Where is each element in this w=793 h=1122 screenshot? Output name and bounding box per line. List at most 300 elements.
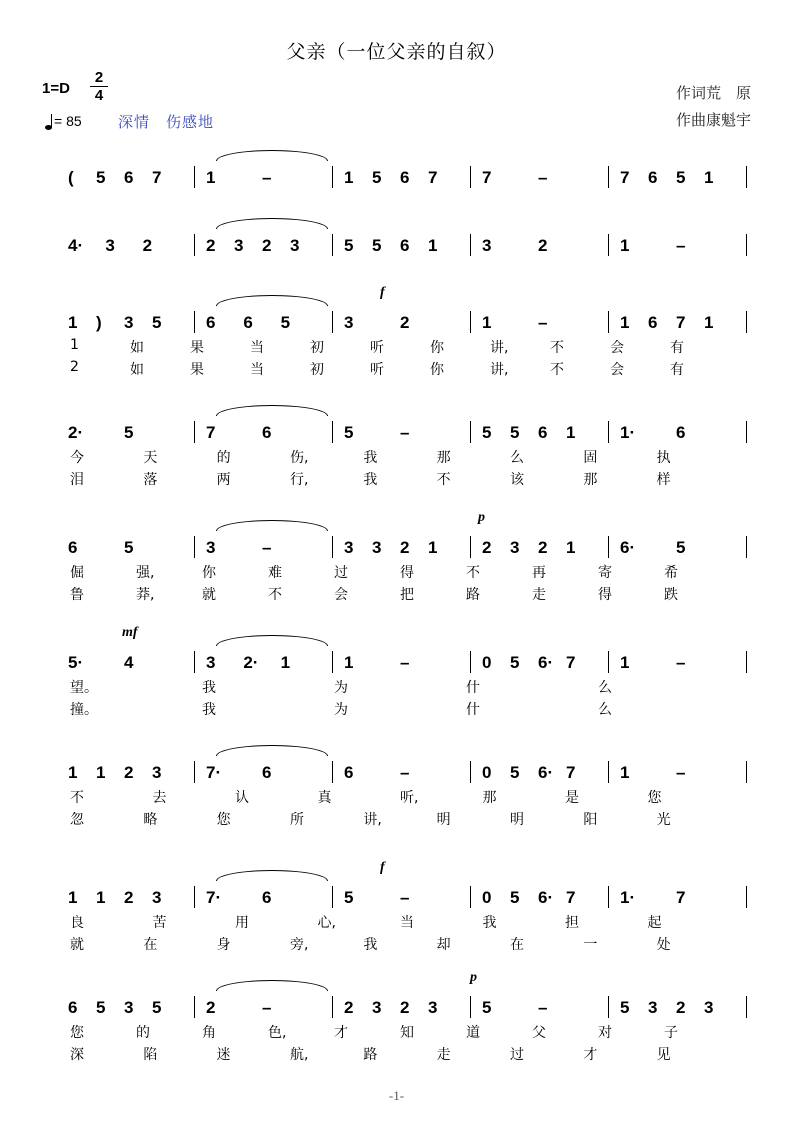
lyric-syllable: 路 xyxy=(363,1047,378,1063)
lyric-syllable: 么 xyxy=(598,702,612,718)
note: 1 xyxy=(428,538,438,557)
note: 3 xyxy=(648,998,658,1017)
lyric-syllable: 不 xyxy=(466,565,480,581)
dynamic-marking: f xyxy=(380,860,385,875)
measure xyxy=(196,880,334,912)
measure xyxy=(610,755,748,787)
note: 5 xyxy=(124,423,134,442)
lyric-syllable: 我 xyxy=(202,680,216,696)
lyrics-verse-1 xyxy=(58,912,748,934)
barline xyxy=(746,996,747,1018)
lyric-syllable: 您 xyxy=(70,1025,84,1041)
note: 6 xyxy=(124,168,134,187)
lyric-syllable: 为 xyxy=(334,702,348,718)
measure xyxy=(610,415,748,447)
measure xyxy=(472,880,610,912)
note: 3 xyxy=(105,236,115,255)
note: 5 xyxy=(96,998,106,1017)
note: 3 xyxy=(372,998,382,1017)
note: 3 xyxy=(124,313,134,332)
lyric-syllable: 路 xyxy=(466,587,480,603)
note: 5 xyxy=(152,998,162,1017)
lyrics-verse-2 xyxy=(58,1044,748,1066)
measure xyxy=(334,160,472,192)
lyric-syllable: 过 xyxy=(510,1047,524,1063)
measure xyxy=(472,305,610,337)
note: 2 xyxy=(400,998,410,1017)
lyric-syllable: 么 xyxy=(510,450,524,466)
slur-mark xyxy=(216,980,328,991)
note: 1 xyxy=(344,653,354,672)
lyric-syllable: 见 xyxy=(656,1047,671,1063)
lyrics-verse-2 xyxy=(58,934,748,956)
note: 5 xyxy=(676,168,686,187)
note: 5 xyxy=(620,998,630,1017)
lyric-syllable: 我 xyxy=(363,450,378,466)
measure xyxy=(610,530,748,562)
lyric-syllable: 讲, xyxy=(490,340,509,356)
lyric-syllable: 起 xyxy=(647,915,662,931)
note: 0 xyxy=(482,888,492,907)
lyric-syllable: 撞。 xyxy=(70,702,98,718)
note: 3 xyxy=(124,998,134,1017)
dynamic-marking: mf xyxy=(122,625,138,640)
note: 2 xyxy=(124,763,134,782)
measure xyxy=(196,305,334,337)
dynamic-marking: p xyxy=(478,510,485,525)
note: 7 xyxy=(152,168,162,187)
measure xyxy=(196,160,334,192)
lyric-syllable: 我 xyxy=(482,915,497,931)
measure xyxy=(610,645,748,677)
note: 1 xyxy=(68,313,78,332)
note: 3 xyxy=(152,888,162,907)
note: 5 xyxy=(124,538,134,557)
note: 5 xyxy=(482,423,492,442)
lyric-syllable: 那 xyxy=(583,472,598,488)
note: 5 xyxy=(676,538,686,557)
slur-mark xyxy=(216,520,328,531)
quarter-note-icon xyxy=(45,125,52,130)
barline xyxy=(746,166,747,188)
lyric-syllable: 2 xyxy=(70,359,79,375)
score-system xyxy=(58,510,748,606)
note: 6 xyxy=(648,313,658,332)
note: 2 xyxy=(538,236,548,255)
note: – xyxy=(676,236,686,255)
measure xyxy=(58,228,196,260)
lyric-syllable: 您 xyxy=(216,812,231,828)
measure xyxy=(196,228,334,260)
lyric-syllable: 得 xyxy=(598,587,612,603)
measure xyxy=(58,415,196,447)
barline xyxy=(746,421,747,443)
page-title: 父亲（一位父亲的自叙） xyxy=(286,41,507,63)
note: ( xyxy=(68,168,74,187)
note: 1 xyxy=(704,313,714,332)
score-system xyxy=(58,625,748,721)
lyric-syllable: 的 xyxy=(216,450,231,466)
score-system xyxy=(58,860,748,956)
lyric-syllable: 会 xyxy=(334,587,348,603)
note: – xyxy=(676,763,686,782)
lyric-syllable: 希 xyxy=(664,565,678,581)
dynamic-marking: f xyxy=(380,285,385,300)
note: 5 xyxy=(152,313,162,332)
lyric-syllable: 走 xyxy=(436,1047,451,1063)
lyric-syllable: 那 xyxy=(482,790,497,806)
slur-mark xyxy=(216,745,328,756)
note: 3 xyxy=(206,653,216,672)
staff-row xyxy=(58,530,748,562)
lyric-syllable: 跌 xyxy=(664,587,678,603)
note: 2 xyxy=(206,998,216,1017)
tempo-marking xyxy=(45,113,82,129)
note: 7· xyxy=(206,888,222,907)
note: – xyxy=(538,998,548,1017)
lyric-syllable: 角 xyxy=(202,1025,216,1041)
measure xyxy=(472,415,610,447)
note: 2 xyxy=(124,888,134,907)
staff-row xyxy=(58,160,748,192)
note: 3 xyxy=(344,538,354,557)
note: 7 xyxy=(566,653,576,672)
lyric-syllable: 天 xyxy=(143,450,158,466)
measure xyxy=(610,990,748,1022)
measure xyxy=(58,880,196,912)
lyric-syllable: 听 xyxy=(370,340,384,356)
note: 1 xyxy=(280,653,291,672)
note: 6 xyxy=(243,313,253,332)
note: 2 xyxy=(482,538,492,557)
lyrics-verse-2 xyxy=(58,469,748,491)
note: 2· xyxy=(68,423,84,442)
lyric-syllable: 不 xyxy=(550,362,564,378)
lyric-syllable: 才 xyxy=(334,1025,348,1041)
note: 5 xyxy=(280,313,291,332)
staff-row xyxy=(58,755,748,787)
slur-mark xyxy=(216,295,328,306)
slur-mark xyxy=(216,405,328,416)
measure xyxy=(610,305,748,337)
lyric-syllable: 您 xyxy=(647,790,662,806)
lyric-syllable: 莽, xyxy=(136,587,155,603)
note: 1 xyxy=(704,168,714,187)
note: 1 xyxy=(206,168,216,187)
note: – xyxy=(676,653,686,672)
note: 5 xyxy=(372,168,382,187)
note: 2 xyxy=(538,538,548,557)
note: 6 xyxy=(206,313,216,332)
note: 1 xyxy=(620,236,630,255)
measure xyxy=(472,228,610,260)
measure xyxy=(58,990,196,1022)
note: 6 xyxy=(262,423,272,442)
lyric-syllable: 去 xyxy=(152,790,167,806)
note: 3 xyxy=(510,538,520,557)
measure xyxy=(334,990,472,1022)
lyric-syllable: 落 xyxy=(143,472,158,488)
lyric-syllable: 担 xyxy=(565,915,579,931)
note: – xyxy=(262,538,272,557)
score-system xyxy=(58,285,748,381)
note: 3 xyxy=(152,763,162,782)
note: 7 xyxy=(206,423,216,442)
note: 7 xyxy=(676,313,686,332)
lyric-syllable: 迷 xyxy=(216,1047,231,1063)
note: 4· xyxy=(68,236,84,255)
lyric-syllable: 道 xyxy=(466,1025,480,1041)
note: 1 xyxy=(566,538,576,557)
key-signature: 1=D xyxy=(42,80,70,97)
note: 5 xyxy=(344,236,354,255)
expression-marking: 深情 伤感地 xyxy=(118,113,215,131)
lyric-syllable: 如 xyxy=(130,340,144,356)
lyric-syllable: 样 xyxy=(656,472,671,488)
measure xyxy=(472,160,610,192)
note: 7 xyxy=(428,168,438,187)
note: 2· xyxy=(243,653,259,672)
slur-mark xyxy=(216,635,328,646)
lyric-syllable: 陷 xyxy=(143,1047,158,1063)
note: 6 xyxy=(538,423,548,442)
lyric-syllable: 为 xyxy=(334,680,348,696)
lyric-syllable: 初 xyxy=(310,340,324,356)
note: 1· xyxy=(620,423,636,442)
note: 5 xyxy=(372,236,382,255)
lyric-syllable: 光 xyxy=(656,812,671,828)
lyrics-verse-1 xyxy=(58,677,748,699)
lyric-syllable: 有 xyxy=(670,362,684,378)
note: 0 xyxy=(482,763,492,782)
lyric-syllable: 所 xyxy=(290,812,304,828)
lyrics-verse-2 xyxy=(58,584,748,606)
note: 3 xyxy=(704,998,714,1017)
note: 7 xyxy=(566,763,576,782)
lyric-syllable: 当 xyxy=(250,340,264,356)
lyric-syllable: 认 xyxy=(235,790,249,806)
lyric-syllable: 略 xyxy=(143,812,158,828)
lyric-syllable: 固 xyxy=(583,450,598,466)
measure xyxy=(472,755,610,787)
note: 3 xyxy=(372,538,382,557)
note: – xyxy=(400,763,410,782)
note: 6· xyxy=(620,538,636,557)
note: 6 xyxy=(344,763,354,782)
staff-row xyxy=(58,415,748,447)
lyricist-credit: 作词荒 原 xyxy=(675,84,751,102)
lyric-syllable: 过 xyxy=(334,565,348,581)
lyric-syllable: 身 xyxy=(216,937,231,953)
lyrics-verse-2 xyxy=(58,699,748,721)
note: 6 xyxy=(262,763,272,782)
measure xyxy=(196,530,334,562)
measure xyxy=(610,160,748,192)
composer-credit: 作曲康魁宇 xyxy=(675,111,751,129)
lyric-syllable: 你 xyxy=(430,340,444,356)
measure xyxy=(58,755,196,787)
note: 1 xyxy=(620,313,630,332)
dynamic-marking: p xyxy=(470,970,477,985)
note: 6 xyxy=(648,168,658,187)
measure xyxy=(58,645,196,677)
note: 6· xyxy=(538,763,554,782)
lyric-syllable: 行, xyxy=(290,472,309,488)
measure xyxy=(334,755,472,787)
barline xyxy=(746,761,747,783)
lyric-syllable: 不 xyxy=(268,587,282,603)
barline xyxy=(746,886,747,908)
lyric-syllable: 处 xyxy=(656,937,671,953)
lyric-syllable: 执 xyxy=(656,450,671,466)
lyric-syllable: 的 xyxy=(136,1025,150,1041)
lyric-syllable: 听 xyxy=(370,362,384,378)
lyric-syllable: 真 xyxy=(317,790,332,806)
note: – xyxy=(400,888,410,907)
note: 1 xyxy=(68,763,78,782)
page-number: -1- xyxy=(388,1088,405,1103)
barline xyxy=(746,536,747,558)
lyrics-verse-2 xyxy=(58,809,748,831)
lyrics-verse-1 xyxy=(58,337,748,359)
note: 2 xyxy=(344,998,354,1017)
note: 1 xyxy=(344,168,354,187)
lyrics-verse-1 xyxy=(58,562,748,584)
lyric-syllable: 父 xyxy=(532,1025,546,1041)
note: – xyxy=(538,313,548,332)
lyric-syllable: 不 xyxy=(436,472,451,488)
lyric-syllable: 听, xyxy=(400,790,419,806)
lyric-syllable: 伤, xyxy=(290,450,309,466)
lyric-syllable: 知 xyxy=(400,1025,414,1041)
staff-row xyxy=(58,305,748,337)
note: 5· xyxy=(68,653,84,672)
lyric-syllable: 那 xyxy=(436,450,451,466)
measure xyxy=(472,990,610,1022)
note: 2 xyxy=(400,313,410,332)
lyric-syllable: 在 xyxy=(510,937,524,953)
lyric-syllable: 对 xyxy=(598,1025,612,1041)
lyric-syllable: 初 xyxy=(310,362,324,378)
measure xyxy=(196,645,334,677)
measure xyxy=(334,880,472,912)
note: 6 xyxy=(68,998,78,1017)
note: 3 xyxy=(482,236,492,255)
tempo-value: = 85 xyxy=(54,113,82,129)
measure xyxy=(196,755,334,787)
lyric-syllable: 会 xyxy=(610,340,624,356)
lyric-syllable: 倔 xyxy=(70,565,84,581)
note: 1 xyxy=(620,653,630,672)
measure xyxy=(610,880,748,912)
score-system xyxy=(58,755,748,831)
note: 6· xyxy=(538,653,554,672)
lyric-syllable: 阳 xyxy=(583,812,598,828)
lyric-syllable: 果 xyxy=(190,340,204,356)
staff-row xyxy=(58,645,748,677)
lyric-syllable: 什 xyxy=(466,680,480,696)
note: 7 xyxy=(676,888,686,907)
lyric-syllable: 讲, xyxy=(490,362,509,378)
note: 6 xyxy=(262,888,272,907)
lyric-syllable: 我 xyxy=(202,702,216,718)
measure xyxy=(610,228,748,260)
lyric-syllable: 用 xyxy=(235,915,249,931)
note: 7 xyxy=(566,888,576,907)
note: 1· xyxy=(620,888,636,907)
lyric-syllable: 苦 xyxy=(152,915,167,931)
note: – xyxy=(262,998,272,1017)
note: – xyxy=(400,653,410,672)
note: 1 xyxy=(566,423,576,442)
barline xyxy=(746,651,747,673)
note: 6 xyxy=(676,423,686,442)
lyrics-verse-1 xyxy=(58,447,748,469)
note: 5 xyxy=(96,168,106,187)
lyric-syllable: 当 xyxy=(250,362,264,378)
lyric-syllable: 把 xyxy=(400,587,414,603)
lyric-syllable: 再 xyxy=(532,565,546,581)
measure xyxy=(472,530,610,562)
note: 3 xyxy=(428,998,438,1017)
lyric-syllable: 不 xyxy=(70,790,84,806)
note: – xyxy=(538,168,548,187)
lyric-syllable: 讲, xyxy=(363,812,382,828)
lyric-syllable: 就 xyxy=(70,937,84,953)
lyric-syllable: 忽 xyxy=(70,812,84,828)
note: 3 xyxy=(344,313,354,332)
note: 3 xyxy=(206,538,216,557)
lyric-syllable: 航, xyxy=(290,1047,309,1063)
lyric-syllable: 你 xyxy=(430,362,444,378)
lyric-syllable: 泪 xyxy=(70,472,84,488)
note: 7· xyxy=(206,763,222,782)
note: 7 xyxy=(482,168,492,187)
lyric-syllable: 在 xyxy=(143,937,158,953)
note: 3 xyxy=(290,236,300,255)
lyric-syllable: 走 xyxy=(532,587,546,603)
note: 2 xyxy=(676,998,686,1017)
lyric-syllable: 心, xyxy=(317,915,336,931)
lyric-syllable: 子 xyxy=(664,1025,678,1041)
note: 5 xyxy=(510,653,520,672)
note: 6 xyxy=(400,168,410,187)
lyrics-verse-1 xyxy=(58,1022,748,1044)
lyric-syllable: 明 xyxy=(436,812,451,828)
lyric-syllable: 色, xyxy=(268,1025,287,1041)
note: 5 xyxy=(510,763,520,782)
note: 3 xyxy=(234,236,244,255)
note: 0 xyxy=(482,653,492,672)
note: 1 xyxy=(482,313,492,332)
measure xyxy=(334,228,472,260)
measure xyxy=(472,645,610,677)
slur-mark xyxy=(216,150,328,161)
lyric-syllable: 深 xyxy=(70,1047,84,1063)
lyric-syllable: 就 xyxy=(202,587,216,603)
score-system xyxy=(58,970,748,1066)
note: 1 xyxy=(96,763,106,782)
note: 2 xyxy=(262,236,272,255)
lyric-syllable: 旁, xyxy=(290,937,309,953)
note: – xyxy=(262,168,272,187)
lyric-syllable: 难 xyxy=(268,565,282,581)
note: – xyxy=(400,423,410,442)
measure xyxy=(334,415,472,447)
lyric-syllable: 么 xyxy=(598,680,612,696)
lyric-syllable: 一 xyxy=(583,937,598,953)
slur-mark xyxy=(216,870,328,881)
